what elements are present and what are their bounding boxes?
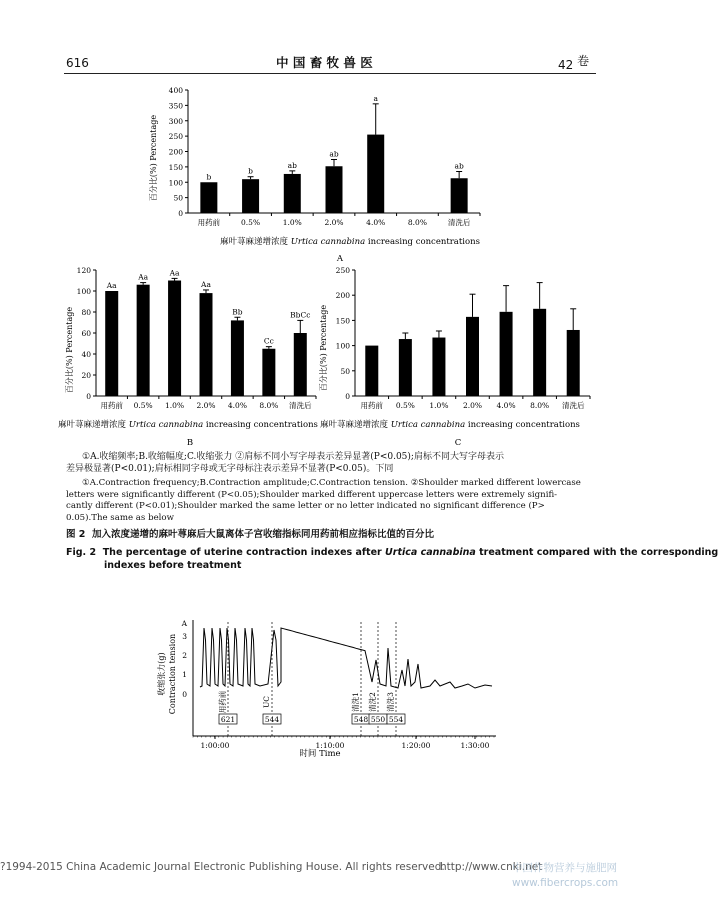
- trace-y-top-label: A: [181, 619, 187, 628]
- chart-b-bar: [262, 349, 275, 396]
- chart-b-y-tick-label: 60: [81, 329, 91, 338]
- chart-c-y-tick-label: 50: [340, 366, 350, 376]
- chart-a-bar: [451, 178, 468, 213]
- chart-b-xlabel: [58, 419, 318, 430]
- chart-c-xlabel-cn: 麻叶荨麻递增浓度: [320, 420, 389, 430]
- chart-a-y-tick-label: 0: [178, 209, 183, 218]
- chart-c-x-tick-label: 0.5%: [395, 401, 415, 410]
- chart-a-x-tick-label: 2.0%: [324, 218, 344, 227]
- chart-a-panel-letter: A: [336, 254, 344, 264]
- journal-title: 中 国 畜 牧 兽 医: [276, 55, 373, 70]
- chart-c-x-tick-label: 1.0%: [429, 401, 449, 410]
- trace-y-tick-label: 2: [182, 651, 187, 660]
- chart-c-x-tick-label: 4.0%: [496, 401, 516, 410]
- chart-b-x-tick-label: 2.0%: [196, 401, 216, 410]
- figure-title-en-c: treatment compared with the corresponding: [475, 547, 718, 558]
- chart-a-xlabel: [220, 236, 480, 247]
- chart-b-bar: [137, 285, 150, 396]
- chart-a-x-tick-label: 4.0%: [366, 218, 386, 227]
- trace-y-tick-label: 3: [182, 632, 187, 641]
- caption-cn: [66, 451, 602, 475]
- volume-number: 42: [558, 58, 574, 72]
- chart-a-bar: [367, 135, 384, 213]
- chart-b: [56, 262, 328, 462]
- caption-en-line3: cantly different (P<0.01);Shoulder marked the same letter or no letter indicated no significant difference (P>: [66, 501, 545, 511]
- chart-b-significance-label: Aa: [169, 268, 180, 278]
- chart-a-xlabel-species: Urtica cannabina: [290, 237, 366, 247]
- chart-b-x-tick-label: 用药前: [100, 401, 123, 410]
- trace-x-tick-label: 1:00:00: [200, 741, 230, 750]
- chart-c: [310, 262, 600, 462]
- chart-a-ylabel: 百分比(%) Percentage: [149, 114, 158, 202]
- volume-unit: 卷: [577, 54, 590, 68]
- chart-b-x-tick-label: 0.5%: [133, 401, 153, 410]
- chart-b-y-tick-label: 100: [76, 287, 91, 296]
- caption-en-line1: ①A.Contraction frequency;B.Contraction amplitude;C.Contraction tension. ②Shoulder marked different lowercase: [82, 478, 581, 488]
- chart-b-xlabel-species: Urtica cannabina: [128, 420, 204, 430]
- trace-marker-label: 清洗2: [368, 692, 377, 712]
- chart-c-bar: [466, 317, 479, 396]
- chart-c-y-tick-label: 100: [335, 341, 350, 351]
- chart-b-ylabel: 百分比(%) Percentage: [65, 306, 74, 394]
- figure-title-en-species: Urtica cannabina: [385, 547, 476, 558]
- chart-c-bar: [500, 312, 513, 396]
- trace-marker-label: 用药前: [218, 690, 227, 714]
- chart-b-bar: [105, 291, 118, 396]
- chart-c-x-tick-label: 8.0%: [530, 401, 550, 410]
- chart-b-xlabel-cn: 麻叶荨麻递增浓度: [58, 420, 127, 430]
- chart-a-bar: [326, 166, 343, 213]
- chart-b-bar: [231, 320, 244, 396]
- chart-a-y-tick-label: 350: [168, 101, 183, 111]
- footer-watermark: 中国作物营养与施肥网 www.fibercrops.com: [512, 862, 619, 889]
- chart-a-xlabel-cn: 麻叶荨麻递增浓度: [220, 237, 289, 247]
- chart-a-y-tick-label: 50: [173, 193, 183, 203]
- chart-a-x-tick-label: 1.0%: [282, 218, 302, 227]
- chart-a-significance-label: b: [248, 166, 253, 176]
- chart-a-significance-label: a: [373, 93, 378, 103]
- chart-a-xlabel-en: increasing concentrations: [367, 237, 480, 247]
- trace-xlabel: 时间 Time: [299, 749, 341, 759]
- footer-url[interactable]: http://www.cnki.net: [440, 861, 543, 873]
- chart-a-bar: [284, 174, 301, 213]
- page-number: 616: [66, 56, 89, 70]
- chart-b-x-tick-label: 1.0%: [165, 401, 185, 410]
- trace-marker-label: UC: [262, 695, 271, 709]
- chart-a-x-tick-label: 用药前: [197, 218, 221, 227]
- trace-marker-label: 清洗1: [351, 692, 360, 712]
- trace-x-tick-label: 1:20:00: [401, 741, 431, 750]
- chart-b-significance-label: Bb: [232, 307, 243, 317]
- figure-label-cn: 图 2: [66, 529, 86, 540]
- chart-a: [140, 80, 520, 270]
- chart-b-y-tick-label: 40: [81, 350, 91, 359]
- caption-en-line2: letters were significantly different (P<0.05);Shoulder marked different uppercase letters were extremely signifi-: [66, 489, 558, 500]
- chart-c-y-tick-label: 150: [335, 316, 350, 326]
- chart-b-y-tick-label: 20: [81, 371, 91, 380]
- chart-c-x-tick-label: 用药前: [360, 401, 384, 410]
- chart-a-y-tick-label: 100: [168, 178, 183, 188]
- chart-a-y-tick-label: 250: [168, 132, 183, 142]
- figure-title-cn-text: 加入浓度递增的麻叶荨麻后大鼠离体子宫收缩指标同用药前相应指标比值的百分比: [92, 529, 435, 540]
- chart-b-significance-label: Aa: [201, 279, 211, 289]
- chart-b-significance-label: Aa: [106, 281, 117, 290]
- chart-a-significance-label: ab: [329, 149, 339, 159]
- footer-copyright: ?1994-2015 China Academic Journal Electronic Publishing House. All rights reserved.: [0, 861, 445, 873]
- chart-a-significance-label: b: [206, 172, 212, 182]
- chart-a-significance-label: ab: [287, 160, 297, 170]
- trace-ylabel-en: Contraction tension: [168, 633, 177, 715]
- figure-label-en: Fig. 2: [66, 547, 97, 558]
- figure-title-en-line2: indexes before treatment: [104, 560, 242, 571]
- chart-a-x-tick-label: 清洗后: [447, 218, 471, 227]
- header-rule: [64, 73, 596, 74]
- caption-cn-line2: 差异极显著(P<0.01);肩标相同字母或无字母标注表示差异不显著(P<0.05)。下同: [66, 464, 394, 474]
- chart-c-bar: [432, 338, 445, 396]
- trace-line: [200, 628, 492, 688]
- chart-b-x-tick-label: 清洗后: [289, 401, 312, 410]
- chart-b-panel-letter: B: [186, 438, 194, 448]
- chart-c-xlabel-en: increasing concentrations: [467, 420, 580, 430]
- chart-a-y-tick-label: 150: [168, 162, 183, 172]
- chart-b-x-tick-label: 4.0%: [227, 401, 247, 410]
- chart-a-bar: [242, 179, 259, 213]
- trace-x-tick-label: 1:30:00: [460, 741, 490, 750]
- trace-marker-id: 554: [388, 715, 404, 724]
- chart-b-xlabel-en: increasing concentrations: [205, 420, 318, 430]
- figure-title-en: [66, 546, 718, 572]
- chart-a-y-tick-label: 300: [168, 116, 183, 126]
- trace-marker-id: 544: [264, 715, 280, 724]
- trace-marker-id: 550: [370, 715, 386, 724]
- chart-b-y-tick-label: 120: [76, 266, 91, 275]
- chart-a-y-tick-label: 400: [168, 86, 183, 95]
- chart-c-y-tick-label: 200: [335, 291, 350, 301]
- trace-chart: [150, 612, 510, 767]
- chart-b-y-tick-label: 0: [86, 392, 91, 401]
- chart-c-bar: [567, 330, 580, 396]
- chart-b-bar: [200, 293, 213, 396]
- trace-y-tick-label: 1: [182, 670, 187, 679]
- chart-c-x-tick-label: 2.0%: [462, 401, 483, 410]
- chart-a-x-tick-label: 8.0%: [407, 218, 427, 227]
- chart-a-x-tick-label: 0.5%: [241, 218, 261, 227]
- chart-b-y-tick-label: 80: [81, 308, 91, 317]
- trace-marker-id: 621: [220, 715, 236, 724]
- chart-b-significance-label: Cc: [263, 336, 274, 346]
- chart-c-bar: [365, 346, 378, 396]
- chart-b-bar: [168, 281, 181, 397]
- chart-a-bar: [200, 182, 217, 213]
- chart-b-x-tick-label: 8.0%: [259, 401, 279, 410]
- trace-ylabel-cn: 收缩张力(g): [157, 652, 166, 696]
- chart-c-bar: [533, 309, 546, 396]
- chart-b-significance-label: Aa: [138, 272, 149, 282]
- caption-cn-line1: ①A.收缩频率;B.收缩幅度;C.收缩张力 ②肩标不同小写字母表示差异显著(P<0.05);肩标不同大写字母表示: [82, 452, 504, 462]
- chart-a-significance-label: ab: [454, 161, 464, 171]
- trace-marker-id: 548: [353, 715, 369, 724]
- chart-c-ylabel: 百分比(%) Percentage: [319, 304, 328, 392]
- chart-c-bar: [399, 339, 412, 396]
- caption-en: [66, 478, 606, 524]
- chart-c-xlabel-species: Urtica cannabina: [390, 420, 466, 430]
- figure-title-en-a: The percentage of uterine contraction indexes after: [102, 547, 386, 558]
- trace-marker-label: 清洗3: [386, 692, 395, 712]
- chart-c-y-tick-label: 250: [335, 266, 350, 275]
- trace-y-tick-label: 0: [182, 690, 187, 699]
- chart-b-significance-label: BbCc: [290, 310, 311, 320]
- chart-b-bar: [294, 333, 307, 396]
- volume: [558, 56, 589, 73]
- chart-c-xlabel: [320, 419, 580, 430]
- chart-c-panel-letter: C: [454, 438, 462, 448]
- caption-en-line4: 0.05).The same as below: [66, 512, 174, 523]
- figure-title-cn: [66, 528, 606, 541]
- chart-c-y-tick-label: 0: [345, 392, 350, 401]
- chart-a-y-tick-label: 200: [168, 147, 183, 157]
- chart-c-x-tick-label: 清洗后: [561, 401, 585, 410]
- trace-x-tick-label: 1:10:00: [315, 741, 345, 750]
